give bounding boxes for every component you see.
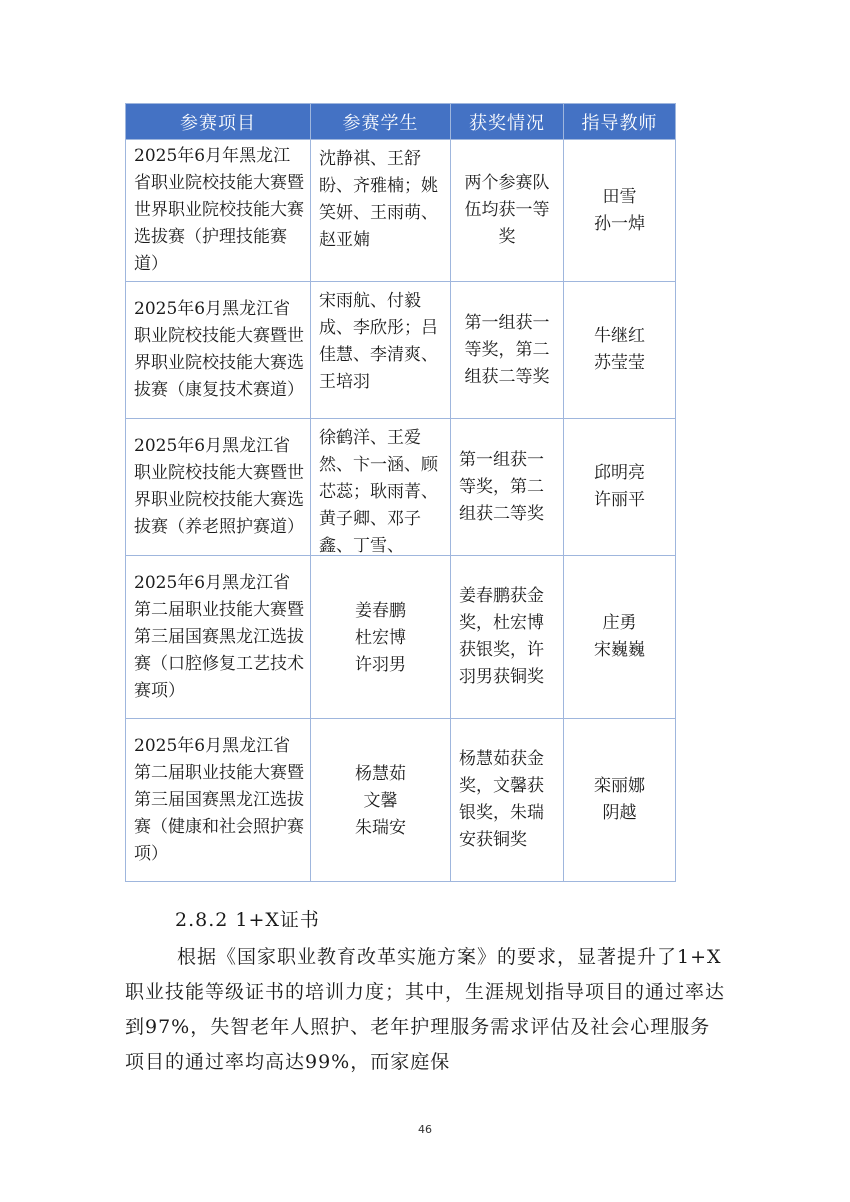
teachers-cell: 庄勇 宋巍巍	[564, 556, 676, 719]
result-cell: 第一组获一等奖，第二组获二等奖	[451, 419, 564, 556]
teachers-cell: 田雪 孙一焯	[564, 140, 676, 282]
result-cell: 两个参赛队伍均获一等奖	[451, 140, 564, 282]
project-cell: 2025年6月黑龙江省第二届职业技能大赛暨第三届国赛黑龙江选拔赛（健康和社会照护赛项）	[126, 719, 311, 882]
awards-table	[125, 103, 676, 882]
teachers-cell: 邱明亮 许丽平	[564, 419, 676, 556]
header-teachers: 指导教师	[564, 104, 676, 140]
students-cell: 沈静祺、王舒盼、齐雅楠；姚笑妍、王雨萌、赵亚婻	[311, 140, 451, 282]
table-row	[126, 719, 676, 882]
result-cell: 杨慧茹获金奖，文馨获银奖，朱瑞安获铜奖	[451, 719, 564, 882]
teachers-cell: 牛继红 苏莹莹	[564, 282, 676, 419]
students-cell	[311, 419, 451, 556]
table-row	[126, 419, 676, 556]
students-clip: 徐鹤洋、王爱然、卞一涵、顾芯蕊；耿雨菁、黄子卿、邓子鑫、丁雪、	[319, 428, 438, 556]
students-cell: 姜春鹏 杜宏博 许羽男	[311, 556, 451, 719]
result-cell: 第一组获一等奖，第二组获二等奖	[451, 282, 564, 419]
project-cell: 2025年6月黑龙江省职业院校技能大赛暨世界职业院校技能大赛选拔赛（养老照护赛道）	[126, 419, 311, 556]
section-paragraph: 根据《国家职业教育改革实施方案》的要求，显著提升了1+X职业技能等级证书的培训力度；其中，生涯规划指导项目的通过率达到97%，失智老年人照护、老年护理服务需求评估及社会心理服务项目的通过率均高达99%，而家庭保	[125, 946, 726, 1073]
table-row	[126, 140, 676, 282]
students-cell: 杨慧茹 文馨 朱瑞安	[311, 719, 451, 882]
header-project: 参赛项目	[126, 104, 311, 140]
project-cell: 2025年6月黑龙江省职业院校技能大赛暨世界职业院校技能大赛选拔赛（康复技术赛道）	[126, 282, 311, 419]
table-header-row	[126, 104, 676, 140]
header-students: 参赛学生	[311, 104, 451, 140]
header-result: 获奖情况	[451, 104, 564, 140]
project-cell: 2025年6月年黑龙江省职业院校技能大赛暨世界职业院校技能大赛选拔赛（护理技能赛道）	[126, 140, 311, 282]
section-heading: 2.8.2 1+X证书	[175, 909, 320, 931]
students-cell: 宋雨航、付毅成、李欣彤；吕佳慧、李清爽、王培羽	[311, 282, 451, 419]
project-cell: 2025年6月黑龙江省第二届职业技能大赛暨第三届国赛黑龙江选拔赛（口腔修复工艺技术赛项）	[126, 556, 311, 719]
table-row	[126, 556, 676, 719]
teachers-cell: 栾丽娜 阴越	[564, 719, 676, 882]
result-cell: 姜春鹏获金奖，杜宏博获银奖，许羽男获铜奖	[451, 556, 564, 719]
table-row	[126, 282, 676, 419]
page-number: 46	[418, 1123, 432, 1136]
